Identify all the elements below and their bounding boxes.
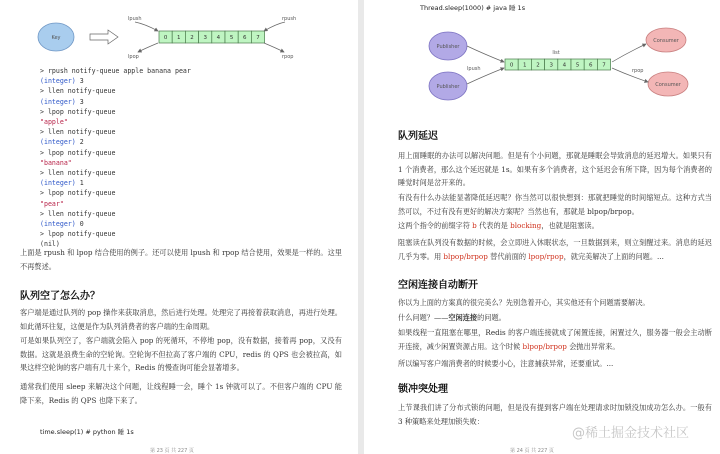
code-line bbox=[40, 107, 191, 117]
code-line bbox=[40, 168, 191, 178]
code-token: > llen notify-queue bbox=[40, 169, 116, 178]
code-line bbox=[40, 127, 191, 137]
heading-lock-conflict: 锁冲突处理 bbox=[398, 384, 448, 395]
paragraph-rpush-lpop: 上面是 rpush 和 lpop 结合使用的例子。还可以使用 lpush 和 rpop 结合使用，效果是一样的。这里不再赘述。 bbox=[20, 248, 342, 271]
code-line bbox=[40, 148, 191, 158]
code-token: (nil) bbox=[40, 240, 60, 249]
list-cell-label: 3 bbox=[203, 35, 207, 41]
right-page bbox=[364, 0, 720, 454]
consumer-label-2: Consumer bbox=[655, 82, 681, 88]
rpop-label-right: rpop bbox=[632, 68, 644, 74]
consumer-label-1: Consumer bbox=[653, 38, 679, 44]
cmd-blpop-brpop-2: blpop/brpop bbox=[522, 341, 567, 351]
code-token: 3 bbox=[75, 97, 84, 106]
heading-queue-delay: 队列延迟 bbox=[398, 131, 438, 142]
para7-pre: 如果线程一直阻塞在哪里，Redis 的客户端连接就成了闲置连接，闲置过久，服务器一般会主动断开连接，减少闲置资源占用。这个时候 bbox=[398, 328, 712, 351]
code-line bbox=[40, 158, 191, 168]
code-token: > lpop notify-queue bbox=[40, 148, 116, 157]
code-token: (integer) bbox=[40, 138, 76, 147]
paragraph-sleep: 通常我们使用 sleep 来解决这个问题，让线程睡一会，睡个 1s 钟就可以了。不但客户端的 CPU 能降下来，Redis 的 QPS 也降下来了。 bbox=[20, 382, 342, 405]
publisher-label-1: Publisher bbox=[436, 44, 460, 50]
left-page-footer: 第 23 页 共 227 页 bbox=[150, 448, 194, 454]
list-cells bbox=[159, 31, 265, 43]
code-token: (integer) bbox=[40, 179, 76, 188]
code-token: > rpush notify-queue apple banana pear bbox=[40, 67, 191, 75]
paragraph-blocking-read bbox=[398, 236, 712, 263]
paragraph-catch-exception: 所以编写客户端消费者的时候要小心，注意捕获异常，还要重试。... bbox=[398, 359, 614, 368]
list-cell-label: 0 bbox=[509, 62, 514, 69]
code-token: (integer) bbox=[40, 97, 76, 106]
code-token: 0 bbox=[75, 220, 84, 229]
paragraph-thread-blocked bbox=[398, 326, 712, 353]
code-token: 2 bbox=[75, 138, 84, 147]
code-line bbox=[40, 209, 191, 219]
cmd-blpop-brpop: blpop/brpop bbox=[443, 251, 488, 261]
code-line bbox=[40, 137, 191, 147]
paragraph-lock-strategy: 上节课我们讲了分布式锁的问题，但是没有提到客户端在处理请求时加锁没加成功怎么办。一般有 3 种策略来处理加锁失败： bbox=[398, 403, 712, 426]
watermark: @稀土掘金技术社区 bbox=[572, 426, 690, 441]
code-line bbox=[40, 76, 191, 86]
para4-mid: 替代前面的 bbox=[487, 251, 529, 261]
code-token: > llen notify-queue bbox=[40, 128, 116, 137]
idle-connection-term: 空闲连接 bbox=[448, 313, 478, 322]
list-cells-right bbox=[505, 59, 611, 70]
prefix-b: b bbox=[472, 221, 477, 230]
code-token: > lpop notify-queue bbox=[40, 189, 116, 198]
code-line bbox=[40, 97, 191, 107]
left-page bbox=[0, 0, 358, 454]
list-label: list bbox=[552, 50, 560, 56]
para4-pre: 阻塞读在队列没有数据的时候，会立即进入休眠状态，一旦数据到来，则立刻醒过来。消息的延迟几乎为零。用 bbox=[398, 238, 712, 261]
publisher-consumer-diagram bbox=[364, 14, 720, 114]
rpush-label: rpush bbox=[282, 16, 297, 22]
para4-post: ，就完美解决了上面的问题。... bbox=[563, 251, 664, 261]
code-line bbox=[40, 117, 191, 127]
code-token: (integer) bbox=[40, 220, 76, 229]
rpop-label: rpop bbox=[282, 54, 294, 60]
paragraph-client-pop: 客户端是通过队列的 pop 操作来获取消息，然后进行处理。处理完了再接着获取消息，再进行处理。如此循环往复，这便是作为队列消费者的客户端的生命周期。 bbox=[20, 308, 342, 331]
para3-post: ，也就是阻塞读。 bbox=[541, 221, 599, 230]
list-cell-label: 3 bbox=[549, 62, 553, 69]
list-cell-label: 6 bbox=[243, 35, 247, 41]
code-line bbox=[40, 66, 191, 76]
list-cell-label: 5 bbox=[575, 62, 580, 69]
paragraph-what-problem bbox=[398, 311, 712, 325]
list-cell-label: 5 bbox=[229, 35, 234, 41]
list-diagram-left bbox=[0, 0, 358, 62]
para3-mid: 代表的是 bbox=[476, 221, 511, 230]
paragraph-empty-loop: 可是如果队列空了，客户端就会陷入 pop 的死循环，不停地 pop，没有数据，接着再 pop，又没有数据。这就是浪费生命的空轮询。空轮询不但拉高了客户端的 CPU，redis 的 QPS 也会被拉高，如果这样空轮询的客户端有几十来个，Redis 的慢查询可能会显著增多。 bbox=[20, 336, 342, 373]
paragraph-blocking bbox=[398, 219, 712, 233]
list-cell-label: 2 bbox=[536, 62, 540, 69]
code-token: > lpop notify-queue bbox=[40, 230, 116, 239]
heading-idle-char: 空 bbox=[398, 280, 408, 291]
lpush-label-right: lpush bbox=[467, 66, 481, 72]
list-cell-label: 4 bbox=[216, 35, 221, 41]
list-cell-label: 0 bbox=[163, 35, 168, 41]
code-line bbox=[40, 178, 191, 188]
para6-pre: 什么问题？—— bbox=[398, 313, 449, 322]
list-cell-label: 2 bbox=[190, 35, 194, 41]
code-token: > llen notify-queue bbox=[40, 209, 116, 218]
hollow-arrow-icon bbox=[90, 30, 118, 44]
list-cell-label: 1 bbox=[523, 62, 527, 69]
code-token: (integer) bbox=[40, 77, 76, 86]
right-page-footer: 第 24 页 共 227 页 bbox=[510, 448, 554, 454]
key-label: Key bbox=[51, 35, 61, 41]
para6-post: 的问题。 bbox=[477, 313, 506, 322]
code-token: 3 bbox=[75, 77, 84, 86]
heading-idle-disconnect bbox=[398, 276, 478, 291]
code-block bbox=[40, 66, 191, 250]
para7-post: 会抛出异常来。 bbox=[566, 341, 620, 351]
code-token: "pear" bbox=[40, 199, 64, 208]
code-token: 1 bbox=[75, 179, 84, 188]
list-cell-label: 6 bbox=[589, 62, 593, 69]
list-cell-label: 4 bbox=[562, 62, 567, 69]
list-cell-label: 7 bbox=[256, 35, 260, 41]
list-cell-label: 1 bbox=[177, 35, 181, 41]
heading-idle-rest: 闲连接自动断开 bbox=[408, 280, 478, 291]
list-cell-label: 7 bbox=[602, 62, 606, 69]
code-line bbox=[40, 188, 191, 198]
paragraph-reduce-delay: 有没有什么办法能显著降低延迟呢？你当然可以很快想到：那就把睡觉的时间缩短点。这种方式当然可以，不过有没有更好的解决方案呢？当然也有，那就是 blpop/brpop。 bbox=[398, 193, 712, 216]
java-sleep-note: Thread.sleep(1000) # java 睡 1s bbox=[420, 4, 526, 12]
code-token: "apple" bbox=[40, 118, 68, 127]
cmd-lpop-rpop: lpop/rpop bbox=[528, 251, 564, 261]
code-token: "banana" bbox=[40, 158, 72, 167]
paragraph-not-perfect: 你以为上面的方案真的很完美么？先别急着开心，其实他还有个问题需要解决。 bbox=[398, 298, 650, 307]
lpop-label: lpop bbox=[128, 54, 139, 60]
lpush-label: lpush bbox=[128, 16, 142, 22]
code-line bbox=[40, 86, 191, 96]
blocking-term: blocking bbox=[510, 221, 542, 230]
heading-queue-empty: 队列空了怎么办？ bbox=[20, 291, 100, 302]
paragraph-delay: 用上面睡眠的办法可以解决问题。但是有个小问题，那就是睡眠会导致消息的延迟增大。如果只有 1 个消费者，那么这个延迟就是 1s。如果有多个消费者，这个延迟会有所下降，因为每个消费者的睡觉时间是岔开来的。 bbox=[398, 151, 712, 188]
code-line bbox=[40, 219, 191, 229]
code-token: > lpop notify-queue bbox=[40, 107, 116, 116]
code-line bbox=[40, 199, 191, 209]
python-sleep-note: time.sleep(1) # python 睡 1s bbox=[40, 428, 134, 436]
code-line bbox=[40, 229, 191, 239]
publisher-label-2: Publisher bbox=[436, 84, 460, 90]
code-token: > llen notify-queue bbox=[40, 87, 116, 96]
para3-pre: 这两个指令的前缀字符 bbox=[398, 221, 473, 230]
